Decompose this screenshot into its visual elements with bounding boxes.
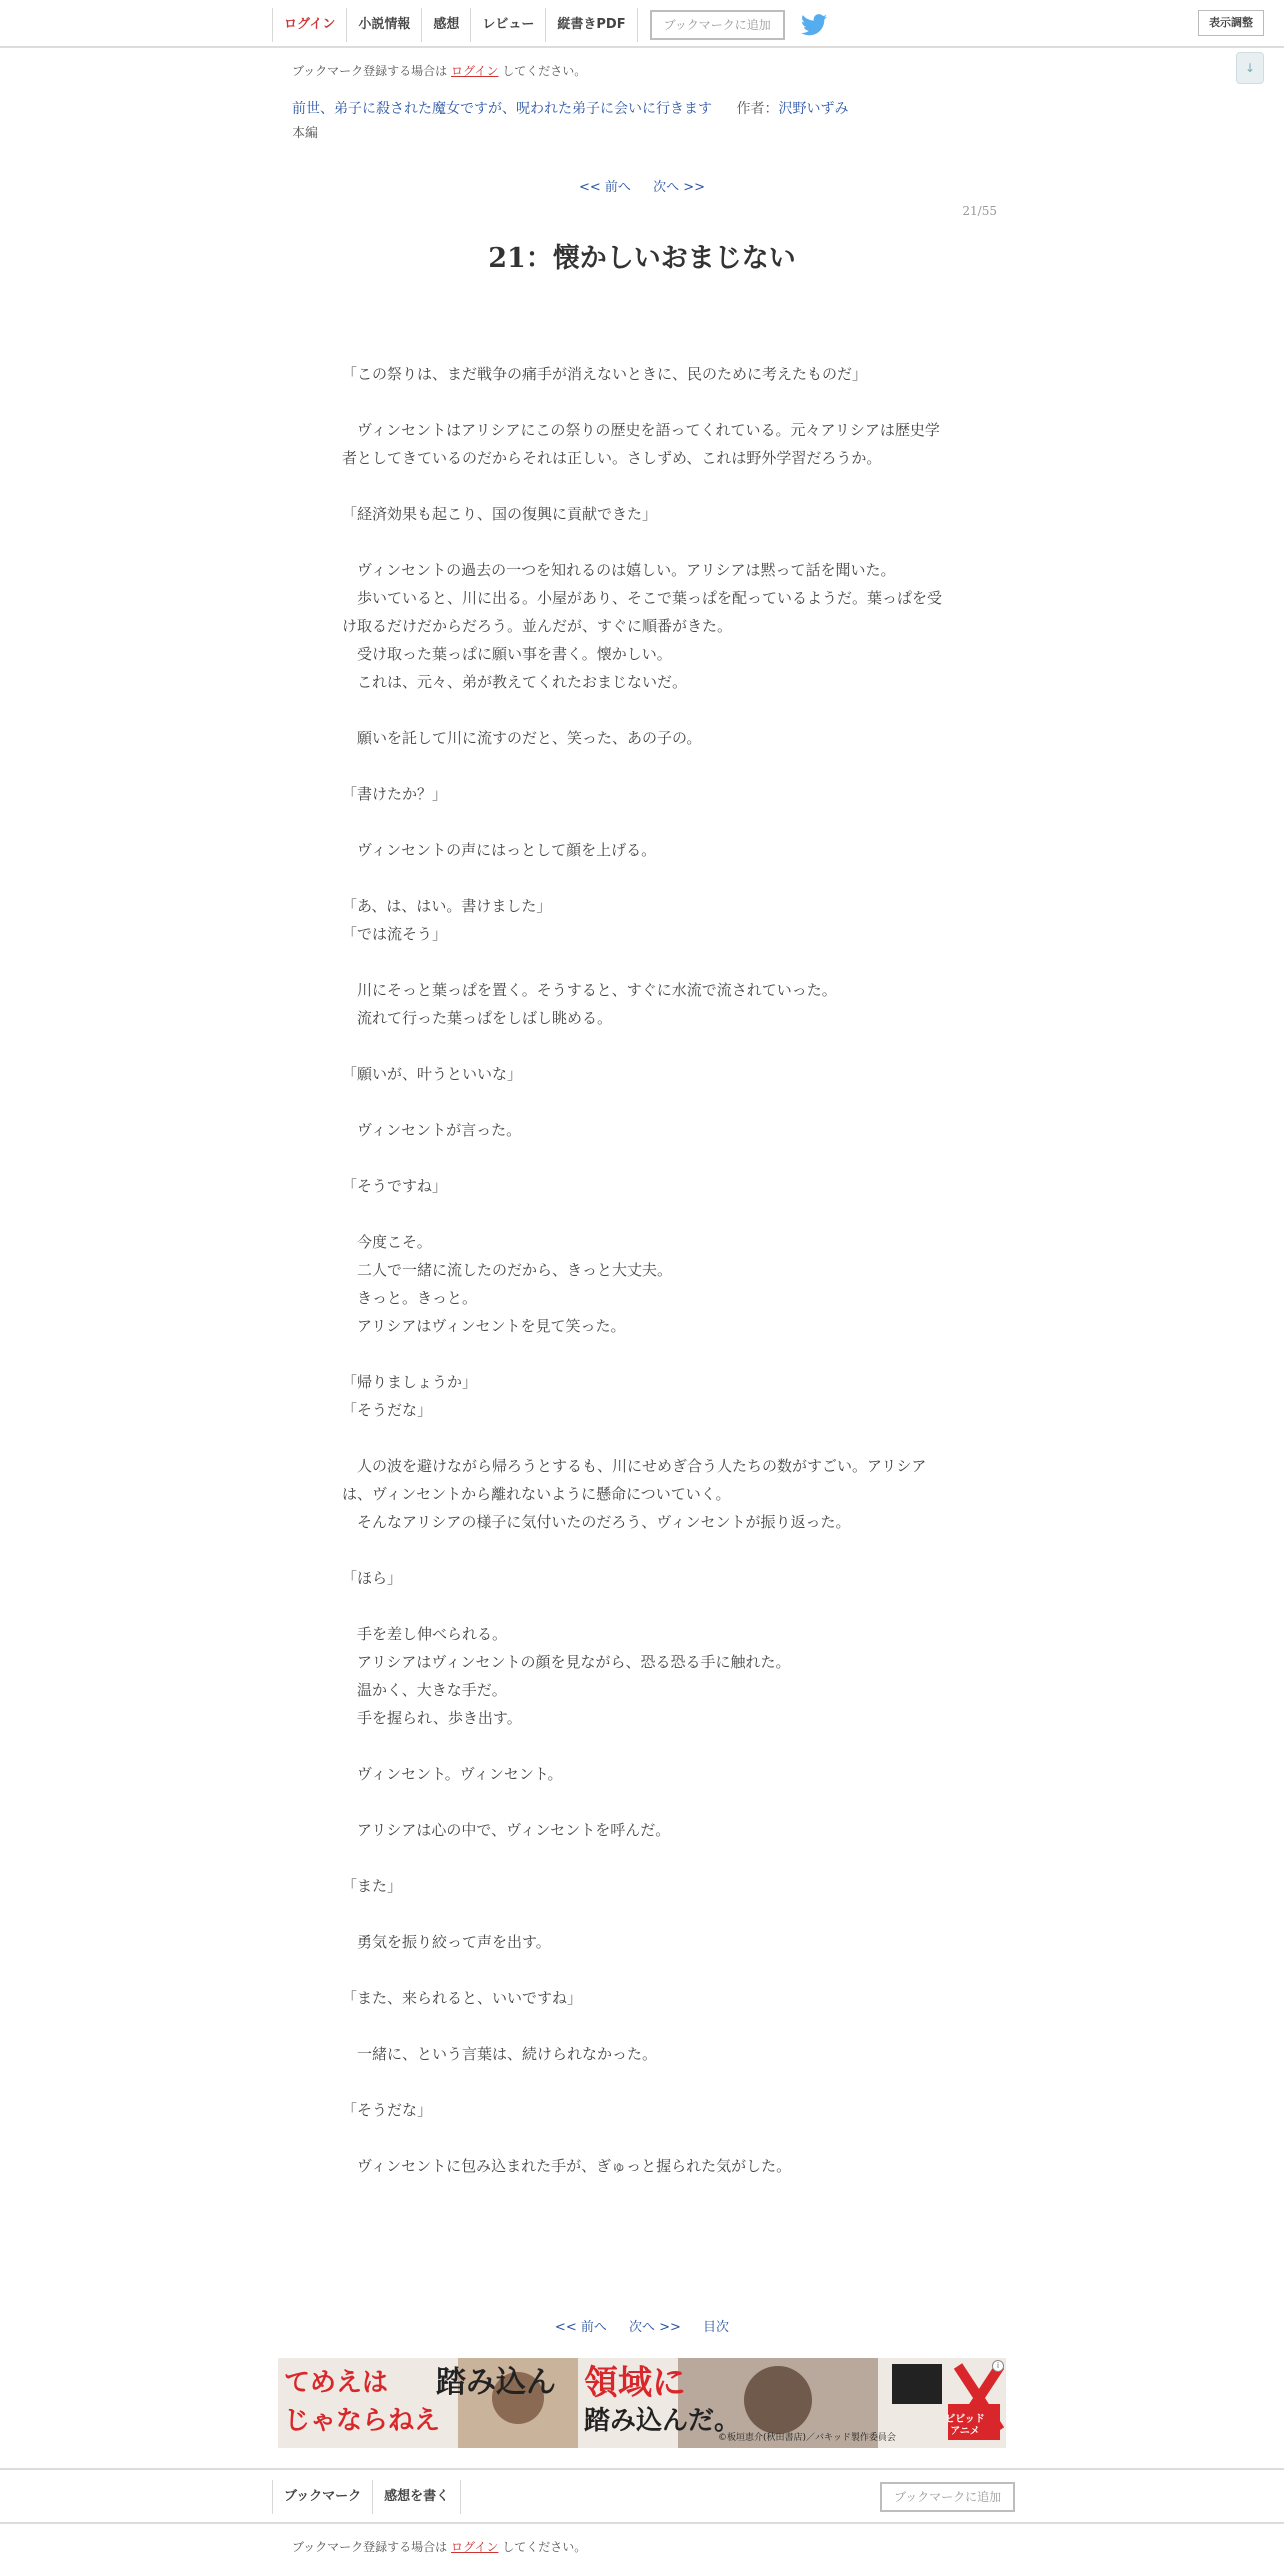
- body-paragraph: 「また」: [342, 1877, 403, 1895]
- nav-review[interactable]: レビュー: [470, 8, 545, 42]
- series-title-link[interactable]: 前世、弟子に殺された魔女ですが、呪われた弟子に会いに行きます: [292, 101, 712, 117]
- body-paragraph: 二人で一緒に流したのだから、きっと大丈夫。: [342, 1261, 673, 1279]
- page-count: 21/55: [962, 204, 997, 218]
- body-paragraph: [342, 808, 942, 836]
- notice-prefix: ブックマーク登録する場合は: [292, 64, 448, 78]
- body-paragraph: [342, 1788, 942, 1816]
- pager-bottom: [0, 2316, 1284, 2335]
- body-paragraph: 「この祭りは、まだ戦争の痛手が消えないときに、民のために考えたものだ」: [342, 365, 868, 383]
- body-paragraph: ヴィンセントの声にはっとして顔を上げる。: [342, 841, 657, 859]
- body-paragraph: [342, 1088, 942, 1116]
- next-link[interactable]: 次へ >>: [653, 180, 705, 195]
- footer-bookmark-link[interactable]: ブックマーク: [272, 2480, 372, 2514]
- body-paragraph: 流れて行った葉っぱをしばし眺める。: [342, 1009, 613, 1027]
- body-paragraph: [342, 1592, 942, 1620]
- body-paragraph: [342, 1200, 942, 1228]
- footer-nav: [272, 2480, 461, 2514]
- ad-copy-red: てめえは じゃならねえ: [284, 2368, 441, 2436]
- body-paragraph: 手を握られ、歩き出す。: [342, 1709, 522, 1727]
- body-paragraph: 勇気を振り絞って声を出す。: [342, 1933, 551, 1951]
- body-paragraph: 人の波を避けながら帰ろうとするも、川にせめぎ合う人たちの数がすごい。アリシアは、ヴィンセントから離れないように懸命についていく。: [342, 1457, 927, 1503]
- nav-login[interactable]: ログイン: [272, 8, 346, 42]
- body-paragraph: 「そうだな」: [342, 2101, 433, 2119]
- chapter-body: [342, 360, 942, 2180]
- body-paragraph: [342, 1956, 942, 1984]
- body-paragraph: これは、元々、弟が教えてくれたおまじないだ。: [342, 673, 688, 691]
- body-paragraph: [342, 2068, 942, 2096]
- body-paragraph: 「願いが、叶うといいな」: [342, 1065, 523, 1083]
- nav-novel-info[interactable]: 小説情報: [346, 8, 421, 42]
- add-bookmark-button[interactable]: ブックマークに追加: [650, 10, 785, 40]
- body-paragraph: [342, 1144, 942, 1172]
- toc-link[interactable]: 目次: [703, 2320, 730, 2335]
- body-paragraph: 温かく、大きな手だ。: [342, 1681, 507, 1699]
- top-header: [0, 0, 1284, 48]
- body-paragraph: 歩いていると、川に出る。小屋があり、そこで葉っぱを配っているようだ。葉っぱを受け取るだけだからだろう。並んだが、すぐに順番がきた。: [342, 589, 943, 635]
- author-link[interactable]: 沢野いずみ: [778, 101, 849, 117]
- body-paragraph: [342, 1732, 942, 1760]
- body-paragraph: 願いを託して川に流すのだと、笑った、あの子の。: [342, 729, 702, 747]
- body-paragraph: 「書けたか？」: [342, 785, 448, 803]
- body-paragraph: [342, 1424, 942, 1452]
- body-paragraph: [342, 752, 942, 780]
- next-link-bottom[interactable]: 次へ >>: [628, 2320, 681, 2335]
- body-paragraph: [342, 2012, 942, 2040]
- body-paragraph: [342, 1536, 942, 1564]
- scroll-down-button[interactable]: ↓: [1236, 52, 1264, 84]
- body-paragraph: そんなアリシアの様子に気付いたのだろう、ヴィンセントが振り返った。: [342, 1513, 851, 1531]
- footer-add-bookmark-button[interactable]: ブックマークに追加: [880, 2482, 1015, 2512]
- body-paragraph: ヴィンセントの過去の一つを知れるのは嬉しい。アリシアは黙って話を聞いた。: [342, 561, 896, 579]
- body-paragraph: [342, 1032, 942, 1060]
- body-paragraph: ヴィンセント。ヴィンセント。: [342, 1765, 563, 1783]
- nav-vertical-pdf[interactable]: 縦書きPDF: [545, 8, 637, 42]
- body-paragraph: アリシアはヴィンセントの顔を見ながら、恐る恐る手に触れた。: [342, 1653, 791, 1671]
- footer-write-impression-link[interactable]: 感想を書く: [372, 2480, 461, 2514]
- prev-link-bottom[interactable]: << 前へ: [554, 2320, 607, 2335]
- footer-notice-login-link[interactable]: ログイン: [451, 2540, 499, 2554]
- body-paragraph: 「経済効果も起こり、国の復興に貢献できた」: [342, 505, 658, 523]
- chapter-title: 21：懐かしいおまじない: [488, 243, 796, 274]
- footer-bookmark-login-notice: [292, 2538, 586, 2555]
- chapter-group: 本編: [292, 126, 319, 141]
- ad-copyright: ©板垣恵介(秋田書店)／バキッド製作委員会: [718, 2433, 896, 2443]
- body-paragraph: アリシアは心の中で、ヴィンセントを呼んだ。: [342, 1821, 671, 1839]
- footer-notice-prefix: ブックマーク登録する場合は: [292, 2540, 448, 2554]
- series-info: [292, 98, 848, 118]
- body-paragraph: 「そうですね」: [342, 1177, 448, 1195]
- display-settings-button[interactable]: 表示調整: [1198, 10, 1264, 36]
- body-paragraph: 川にそっと葉っぱを置く。そうすると、すぐに水流で流されていった。: [342, 981, 837, 999]
- body-paragraph: 「また、来られると、いいですね」: [342, 1989, 583, 2007]
- body-paragraph: きっと。きっと。: [342, 1289, 478, 1307]
- twitter-icon[interactable]: [801, 14, 827, 36]
- footer-bar: [0, 2468, 1284, 2524]
- body-paragraph: [342, 948, 942, 976]
- body-paragraph: [342, 388, 942, 416]
- body-paragraph: [342, 696, 942, 724]
- body-paragraph: 「あ、は、はい。書けました」: [342, 897, 552, 915]
- body-paragraph: 「では流そう」: [342, 925, 448, 943]
- pager-top: [0, 176, 1284, 195]
- ad-info-icon[interactable]: i: [992, 2360, 1004, 2372]
- nav-impressions[interactable]: 感想: [421, 8, 470, 42]
- body-paragraph: 「そうだな」: [342, 1401, 433, 1419]
- bookmark-login-notice: [292, 62, 586, 79]
- body-paragraph: [342, 864, 942, 892]
- body-paragraph: [342, 472, 942, 500]
- author-label: 作者：: [736, 101, 779, 117]
- notice-suffix: してください。: [502, 64, 587, 78]
- body-paragraph: アリシアはヴィンセントを見て笑った。: [342, 1317, 626, 1335]
- body-paragraph: ヴィンセントはアリシアにこの祭りの歴史を語ってくれている。元々アリシアは歴史学者としてきているのだからそれは正しい。さしずめ、これは野外学習だろうか。: [342, 421, 940, 467]
- body-paragraph: ヴィンセントが言った。: [342, 1121, 522, 1139]
- main-nav: [272, 8, 827, 42]
- body-paragraph: 一緒に、という言葉は、続けられなかった。: [342, 2045, 658, 2063]
- body-paragraph: 「ほら」: [342, 1569, 403, 1587]
- body-paragraph: [342, 528, 942, 556]
- ad-badge-text: ビビッドアニメ: [945, 2414, 985, 2437]
- footer-notice-suffix: してください。: [502, 2540, 587, 2554]
- body-paragraph: 受け取った葉っぱに願い事を書く。懐かしい。: [342, 645, 672, 663]
- ad-copy-black-2: 踏み込んだ。: [584, 2406, 741, 2436]
- body-paragraph: [342, 1340, 942, 1368]
- body-paragraph: [342, 1844, 942, 1872]
- prev-link[interactable]: << 前へ: [579, 180, 631, 195]
- ad-copy-black: 踏み込ん: [436, 2365, 556, 2400]
- ad-copy-red-2: 領域に: [584, 2363, 686, 2403]
- body-paragraph: [342, 1900, 942, 1928]
- body-paragraph: [342, 2124, 942, 2152]
- body-paragraph: 「帰りましょうか」: [342, 1373, 478, 1391]
- notice-login-link[interactable]: ログイン: [451, 64, 499, 78]
- body-paragraph: 今度こそ。: [342, 1233, 432, 1251]
- body-paragraph: 手を差し伸べられる。: [342, 1625, 508, 1643]
- body-paragraph: ヴィンセントに包み込まれた手が、ぎゅっと握られた気がした。: [342, 2157, 792, 2175]
- ad-banner[interactable]: [278, 2358, 1006, 2448]
